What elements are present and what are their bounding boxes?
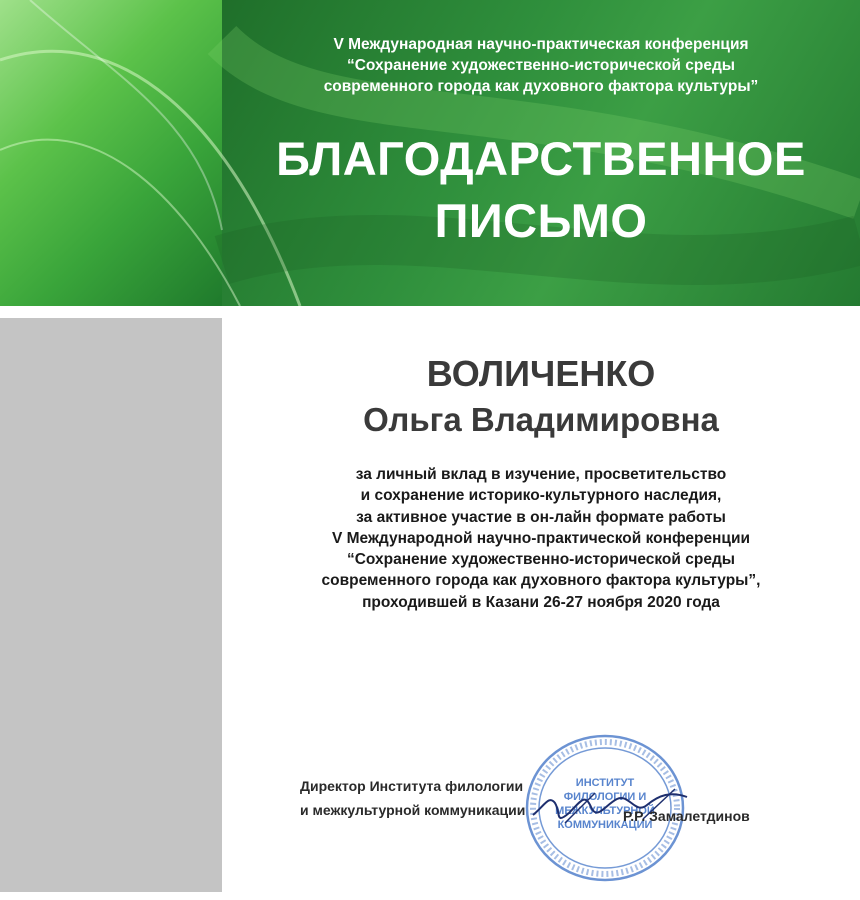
stamp-text-line: МЕЖКУЛЬТУРНОЙ (555, 805, 655, 817)
gratitude-line: за личный вклад в изучение, просветительство (355, 466, 727, 483)
recipient-surname: ВОЛИЧЕНКО (426, 353, 656, 394)
gratitude-line: V Международной научно-практической конференции (331, 529, 751, 547)
signature-position-line1: Директор Института филологии (300, 778, 524, 794)
signature-position-line2: и межкультурной коммуникации (300, 802, 526, 818)
stamp-text-line: КОММУНИКАЦИИ (557, 819, 653, 831)
gratitude-line: и сохранение историко-культурного наследия, (360, 487, 722, 505)
signature-position (300, 774, 525, 822)
document-title (222, 128, 860, 252)
signer-name: Р.Р. Замалетдинов (623, 808, 750, 824)
gratitude-text (222, 464, 860, 613)
gratitude-line: проходившей в Казани 26-27 ноября 2020 года (362, 593, 720, 611)
conference-title-line: “Сохранение художественно-исторической среды (346, 57, 736, 74)
gratitude-line: современного города как духовного фактора культуры”, (321, 572, 761, 590)
stamp-text-line: ИНСТИТУТ (575, 777, 635, 789)
conference-title (222, 34, 860, 97)
conference-title-line: современного города как духовного фактора культуры” (323, 78, 759, 95)
conference-title-line: V Международная научно-практическая конференция (333, 36, 749, 53)
document-title-line2: ПИСЬМО (434, 194, 648, 247)
document-title-line1: БЛАГОДАРСТВЕННОЕ (276, 132, 806, 185)
gratitude-line: “Сохранение художественно-исторической среды (346, 551, 736, 569)
gray-side-panel (0, 318, 222, 892)
gratitude-line: за активное участие в он-лайн формате работы (356, 508, 726, 526)
recipient-name (222, 350, 860, 442)
stamp-text-line: ФИЛОЛОГИИ И (563, 791, 647, 803)
recipient-given-names: Ольга Владимировна (363, 401, 719, 438)
handwritten-signature (525, 775, 695, 835)
